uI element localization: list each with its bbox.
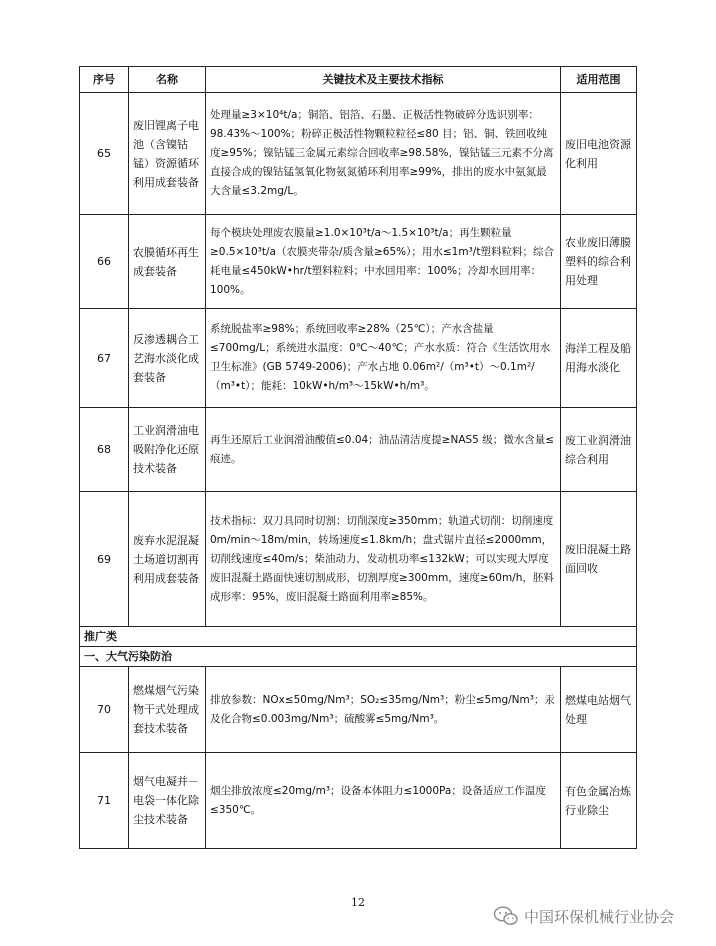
watermark xyxy=(493,904,674,928)
page-number: 12 xyxy=(351,896,365,909)
header-spec: 关键技术及主要技术指标 xyxy=(206,67,561,93)
application-scope: 有色金属冶炼行业除尘 xyxy=(561,753,637,849)
row-number: 70 xyxy=(80,667,129,753)
equipment-name: 工业润滑油电吸附净化还原技术装备 xyxy=(129,408,206,492)
table-row xyxy=(80,753,637,849)
application-scope: 废旧电池资源化利用 xyxy=(561,93,637,215)
section-row xyxy=(80,647,637,667)
header-no: 序号 xyxy=(80,67,129,93)
equipment-name: 废弃水泥混凝土场道切割再利用成套装备 xyxy=(129,492,206,627)
application-scope: 燃煤电站烟气处理 xyxy=(561,667,637,753)
table-row xyxy=(80,667,637,753)
header-scope: 适用范围 xyxy=(561,67,637,93)
row-number: 68 xyxy=(80,408,129,492)
row-number: 71 xyxy=(80,753,129,849)
equipment-table xyxy=(79,66,637,849)
equipment-name: 废旧锂离子电池（含镍钴锰）资源循环利用成套装备 xyxy=(129,93,206,215)
row-number: 65 xyxy=(80,93,129,215)
subsection-title: 一、大气污染防治 xyxy=(80,647,637,667)
row-number: 67 xyxy=(80,309,129,408)
equipment-name: 烟气电凝并－电袋一体化除尘技术装备 xyxy=(129,753,206,849)
row-number: 66 xyxy=(80,215,129,309)
section-row xyxy=(80,627,637,647)
application-scope: 废旧混凝土路面回收 xyxy=(561,492,637,627)
watermark-text: 中国环保机械行业协会 xyxy=(524,907,675,926)
application-scope: 农业废旧薄膜塑料的综合利用处理 xyxy=(561,215,637,309)
application-scope: 海洋工程及船用海水淡化 xyxy=(561,309,637,408)
technical-specs: 每个模块处理废农膜量≥1.0×10³t/a～1.5×10³t/a；再生颗粒量≥0.5×10³t/a（农膜夹带杂/质含量≥65%）；用水≤1m³/t塑料粒料；综合耗电量≤450kW•hr/t塑料粒料；中水回用率：100%；冷却水回用率：100%。 xyxy=(206,215,561,309)
wechat-icon xyxy=(493,905,519,927)
technical-specs: 烟尘排放浓度≤20mg/m³；设备本体阻力≤1000Pa；设备适应工作温度≤350℃。 xyxy=(206,753,561,849)
table-row xyxy=(80,309,637,408)
table-row xyxy=(80,93,637,215)
technical-specs: 处理量≥3×10⁴t/a；铜箔、铝箔、石墨、正极活性物破碎分选识别率：98.43%～100%；粉碎正极活性物颗粒粒径≤80 目；铝、铜、铁回收纯度≥95%；镍钴锰三金属元素综合回收率≥98.58%，镍钴锰三元素不分离直接合成的镍钴锰氢氧化物氨氮循环利用率≥99%，排出的废水中氨氮最大含量≤3.2mg/L。 xyxy=(206,93,561,215)
table-header-row xyxy=(80,67,637,93)
table-row xyxy=(80,408,637,492)
equipment-name: 燃煤烟气污染物干式处理成套技术装备 xyxy=(129,667,206,753)
table-row xyxy=(80,215,637,309)
technical-specs: 排放参数：NOx≤50mg/Nm³；SO₂≤35mg/Nm³；粉尘≤5mg/Nm³；汞及化合物≤0.003mg/Nm³；硫酸雾≤5mg/Nm³。 xyxy=(206,667,561,753)
table-row xyxy=(80,492,637,627)
row-number: 69 xyxy=(80,492,129,627)
equipment-name: 农膜循环再生成套装备 xyxy=(129,215,206,309)
technical-specs: 技术指标：双刀具同时切割：切削深度≥350mm；轨道式切削：切削速度 0m/min～18m/min，转场速度≤1.8km/h；盘式锯片直径≤2000mm，切削线速度≤40m/s；柴油动力，发动机功率≤132kW；可以实现大厚度废旧混凝土路面快速切割成形，切割厚度≥300mm，速度≥60m/h，胚料成形率：95%，废旧混凝土路面利用率≥85%。 xyxy=(206,492,561,627)
header-name: 名称 xyxy=(129,67,206,93)
technical-specs: 系统脱盐率≥98%；系统回收率≥28%（25℃）；产水含盐量≤700mg/L；系统进水温度：0℃～40℃；产水水质：符合《生活饮用水卫生标准》(GB 5749-2006)；产水占地 0.06m²/（m³•t）～0.1m²/（m³•t）；能耗：10kW•h/m³～15kW•h/m³。 xyxy=(206,309,561,408)
technical-specs: 再生还原后工业润滑油酸值≤0.04；油品清洁度提≥NAS5 级；微水含量≤痕迹。 xyxy=(206,408,561,492)
section-title: 推广类 xyxy=(80,627,637,647)
equipment-name: 反渗透耦合工艺海水淡化成套装备 xyxy=(129,309,206,408)
application-scope: 废工业润滑油综合利用 xyxy=(561,408,637,492)
